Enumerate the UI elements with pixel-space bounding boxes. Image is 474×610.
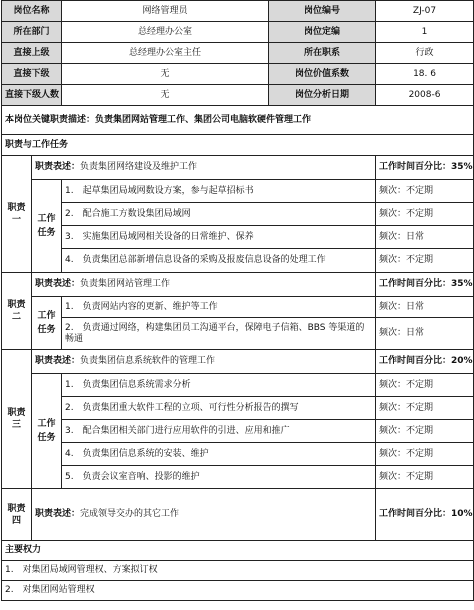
duty-3-pct: 20% [451, 356, 473, 366]
table-row [2, 203, 474, 226]
task-freq: 频次：不定期 [376, 249, 474, 273]
task-freq: 频次：不定期 [376, 443, 474, 466]
duty-desc-label: 职责表述： [35, 279, 81, 289]
task-text: 3. 配合集团相关部门进行应用软件的引进、应用和推广 [62, 420, 376, 443]
subordinate-value: 无 [62, 64, 269, 85]
dept-label: 所在部门 [2, 22, 62, 43]
post-code-value: ZJ-07 [376, 1, 474, 22]
superior-label: 直接上级 [2, 43, 62, 64]
header-row-1 [2, 1, 474, 22]
task-text: 3. 实施集团局域网相关设备的日常维护、保养 [62, 226, 376, 249]
task-freq: 频次：不定期 [376, 420, 474, 443]
rights-section-row [2, 541, 474, 561]
duty-1-label: 职责一 [2, 156, 32, 273]
duty-desc-label: 职责表述： [35, 509, 81, 519]
superior-value: 总经理办公室主任 [62, 43, 269, 64]
task-freq: 频次：日常 [376, 318, 474, 350]
duties-section-row [2, 135, 474, 156]
table-row [2, 180, 474, 203]
table-row [2, 249, 474, 273]
duty-2-description: 负责集团网站管理工作 [80, 279, 171, 289]
task-text: 5. 负责会议室音响、投影的维护 [62, 466, 376, 489]
duty-4-pct: 10% [451, 509, 473, 519]
sub-count-value: 无 [62, 85, 269, 106]
task-freq: 频次：日常 [376, 297, 474, 318]
job-description-table [1, 0, 474, 601]
subordinate-label: 直接下级 [2, 64, 62, 85]
time-pct-label: 工作时间百分比： [379, 356, 452, 366]
post-name-value: 网络管理员 [62, 1, 269, 22]
table-row [2, 397, 474, 420]
duty-3-desc-row [2, 350, 474, 374]
right-item: 2. 对集团网站管理权 [2, 581, 474, 601]
task-text: 1. 负责网站内容的更新、维护等工作 [62, 297, 376, 318]
task-text: 1. 起草集团局域网数设方案，参与起草招标书 [62, 180, 376, 203]
duty-4-description: 完成领导交办的其它工作 [80, 509, 180, 519]
task-freq: 频次：不定期 [376, 466, 474, 489]
key-duty-text: 本岗位关键职责描述：负责集团网站管理工作、集团公司电脑软硬件管理工作 [2, 106, 474, 135]
task-freq: 频次：不定期 [376, 203, 474, 226]
duty-desc-label: 职责表述： [35, 356, 81, 366]
duty-3-description: 负责集团信息系统软件的管理工作 [80, 356, 216, 366]
task-text: 4. 负责集团总部新增信息设备的采购及报废信息设备的处理工作 [62, 249, 376, 273]
header-row-5 [2, 85, 474, 106]
table-row [2, 420, 474, 443]
key-duty-row [2, 106, 474, 135]
duty-1-description: 负责集团网络建设及维护工作 [80, 162, 198, 172]
task-text: 4. 负责集团信息系统的安装、维护 [62, 443, 376, 466]
duty-2-pct: 35% [451, 279, 473, 289]
rights-section-title: 主要权力 [2, 541, 474, 561]
value-coef-value: 18. 6 [376, 64, 474, 85]
header-row-4 [2, 64, 474, 85]
work-task-label: 工作任务 [32, 297, 62, 350]
value-coef-label: 岗位价值系数 [269, 64, 376, 85]
series-label: 所在职系 [269, 43, 376, 64]
post-code-label: 岗位编号 [269, 1, 376, 22]
post-name-label: 岗位名称 [2, 1, 62, 22]
table-row [2, 443, 474, 466]
sub-count-label: 直接下级人数 [2, 85, 62, 106]
duty-4-label: 职责四 [2, 489, 32, 541]
duty-1-pct: 35% [451, 162, 473, 172]
table-row [2, 318, 474, 350]
work-task-label: 工作任务 [32, 180, 62, 273]
duty-1-desc-row [2, 156, 474, 180]
task-freq: 频次：日常 [376, 226, 474, 249]
list-item [2, 561, 474, 581]
list-item [2, 581, 474, 601]
right-item: 1. 对集团局域网管理权、方案拟订权 [2, 561, 474, 581]
time-pct-label: 工作时间百分比： [379, 279, 452, 289]
header-row-2 [2, 22, 474, 43]
table-row [2, 226, 474, 249]
task-freq: 频次：不定期 [376, 397, 474, 420]
time-pct-label: 工作时间百分比： [379, 509, 452, 519]
task-text: 2. 负责通过网络，构建集团员工沟通平台，保障电子信箱、BBS 等渠道的畅通 [62, 318, 376, 350]
duty-2-desc-row [2, 273, 474, 297]
headcount-value: 1 [376, 22, 474, 43]
duty-desc-label: 职责表述： [35, 162, 81, 172]
series-value: 行政 [376, 43, 474, 64]
analysis-date-label: 岗位分析日期 [269, 85, 376, 106]
work-task-label: 工作任务 [32, 374, 62, 489]
duties-section-title: 职责与工作任务 [2, 135, 474, 156]
task-freq: 频次：不定期 [376, 180, 474, 203]
duty-4-desc-row [2, 489, 474, 541]
table-row [2, 374, 474, 397]
task-text: 2. 负责集团重大软件工程的立项、可行性分析报告的撰写 [62, 397, 376, 420]
header-row-3 [2, 43, 474, 64]
duty-3-label: 职责三 [2, 350, 32, 489]
time-pct-label: 工作时间百分比： [379, 162, 452, 172]
table-row [2, 466, 474, 489]
table-row [2, 297, 474, 318]
dept-value: 总经理办公室 [62, 22, 269, 43]
task-text: 2. 配合施工方数设集团局域网 [62, 203, 376, 226]
task-freq: 频次：不定期 [376, 374, 474, 397]
analysis-date-value: 2008-6 [376, 85, 474, 106]
duty-2-label: 职责二 [2, 273, 32, 350]
headcount-label: 岗位定编 [269, 22, 376, 43]
task-text: 1. 负责集团信息系统需求分析 [62, 374, 376, 397]
